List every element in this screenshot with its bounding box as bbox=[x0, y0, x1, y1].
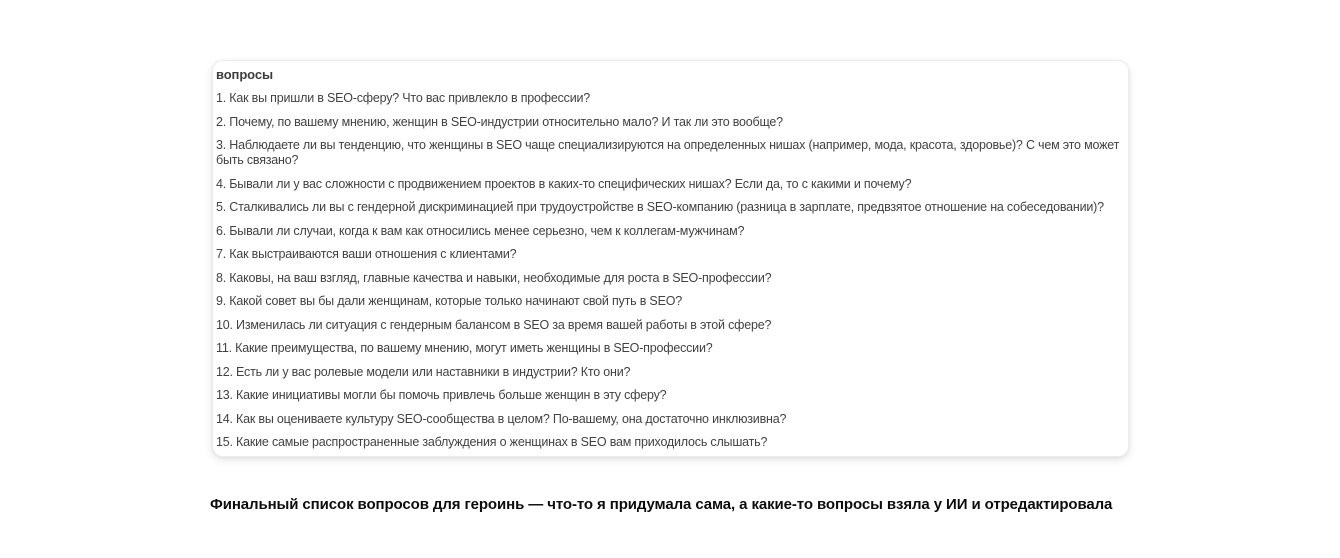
question-item-10: 10. Изменилась ли ситуация с гендерным балансом в SEO за время вашей работы в этой сфере? bbox=[216, 317, 772, 332]
question-item-9: 9. Какой совет вы бы дали женщинам, которые только начинают свой путь в SEO? bbox=[216, 294, 682, 308]
question-item-8: 8. Каковы, на ваш взгляд, главные качества и навыки, необходимые для роста в SEO-профессии? bbox=[216, 270, 772, 285]
questions-list bbox=[216, 91, 1123, 450]
card-title: вопросы bbox=[216, 67, 273, 82]
question-item-13: 13. Какие инициативы могли бы помочь привлечь больше женщин в эту сферу? bbox=[216, 388, 667, 402]
question-item-4: 4. Бывали ли у вас сложности с продвижением проектов в каких-то специфических нишах? Если да, то с какими и почему? bbox=[216, 176, 912, 191]
questions-card bbox=[212, 60, 1129, 457]
question-item-6: 6. Бывали ли случаи, когда к вам как относились менее серьезно, чем к коллегам-мужчинам? bbox=[216, 223, 745, 238]
question-item-1: 1. Как вы пришли в SEO-сферу? Что вас привлекло в профессии? bbox=[216, 91, 591, 105]
question-item-15: 15. Какие самые распространенные заблуждения о женщинах в SEO вам приходилось слышать? bbox=[216, 435, 768, 449]
question-item-12: 12. Есть ли у вас ролевые модели или наставники в индустрии? Кто они? bbox=[216, 364, 631, 379]
question-item-2: 2. Почему, по вашему мнению, женщин в SEO-индустрии относительно мало? И так ли это вообще? bbox=[216, 114, 783, 129]
question-item-14: 14. Как вы оцениваете культуру SEO-сообщества в целом? По-вашему, она достаточно инклюзивна? bbox=[216, 411, 787, 426]
question-item-11: 11. Какие преимущества, по вашему мнению, могут иметь женщины в SEO-профессии? bbox=[216, 341, 713, 355]
question-item-3: 3. Наблюдаете ли вы тенденцию, что женщины в SEO чаще специализируются на определенных нишах (например, мода, красота, здоровье)? С чем это может быть связано? bbox=[216, 138, 1120, 167]
question-item-7: 7. Как выстраиваются ваши отношения с клиентами? bbox=[216, 247, 517, 261]
question-item-5: 5. Сталкивались ли вы с гендерной дискриминацией при трудоустройстве в SEO-компанию (разница в зарплате, предвзятое отношение на собеседовании)? bbox=[216, 200, 1104, 214]
figure-caption: Финальный список вопросов для героинь — что-то я придумала сама, а какие-то вопросы взяла у ИИ и отредактировала bbox=[210, 496, 1113, 513]
